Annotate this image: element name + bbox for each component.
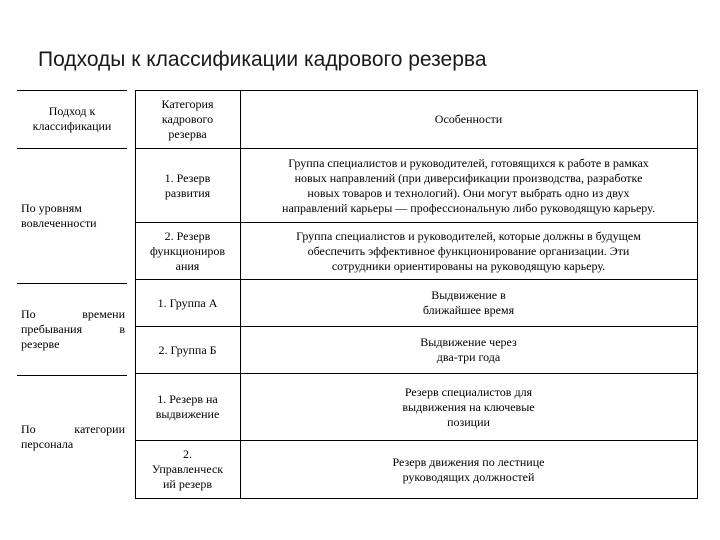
category-cell: 1. Резерв развития bbox=[164, 170, 211, 200]
table-border bbox=[135, 90, 698, 91]
category-cell: 2. Управленческ ий резерв bbox=[151, 447, 224, 491]
group-approach: По уровням вовлеченности bbox=[21, 200, 97, 230]
category-cell: 1. Группа А bbox=[157, 295, 218, 310]
features-cell: Резерв специалистов для выдвижения на ключевые позиции bbox=[402, 384, 535, 429]
table-border bbox=[697, 90, 698, 498]
features-cell: Группа специалистов и руководителей, которые должны в будущем обеспечить эффективное функционирование организации. Эти сотрудники ориентированы на руководящую карьеру. bbox=[296, 228, 641, 273]
header-category: Категория кадрового резерва bbox=[161, 96, 214, 141]
features-cell: Группа специалистов и руководителей, готовящихся к работе в рамках новых направлений (при диверсификации производства, разработке новых товаров и технологий). Они могут выбрать одно из двух направлений карьеры — профессиональную либо руководящую карьеру. bbox=[282, 155, 655, 215]
group-approach: По категории персонала bbox=[21, 422, 125, 451]
category-cell: 2. Резерв функциониров ания bbox=[149, 228, 226, 273]
features-cell: Выдвижение через два-три года bbox=[420, 335, 517, 364]
table-border bbox=[135, 498, 698, 499]
header-approach: Подход к классификации bbox=[32, 104, 112, 133]
table-border bbox=[17, 148, 127, 149]
group-approach: По времени пребывания в резерве bbox=[21, 306, 125, 351]
features-cell: Выдвижение в ближайшее время bbox=[422, 288, 515, 317]
slide-title: Подходы к классификации кадрового резерва bbox=[38, 48, 487, 71]
table-border bbox=[17, 283, 127, 284]
features-cell: Резерв движения по лестнице руководящих должностей bbox=[392, 454, 545, 484]
category-cell: 1. Резерв на выдвижение bbox=[155, 392, 220, 421]
category-cell: 2. Группа Б bbox=[158, 342, 217, 357]
table-border bbox=[17, 90, 127, 91]
header-features: Особенности bbox=[434, 111, 503, 126]
